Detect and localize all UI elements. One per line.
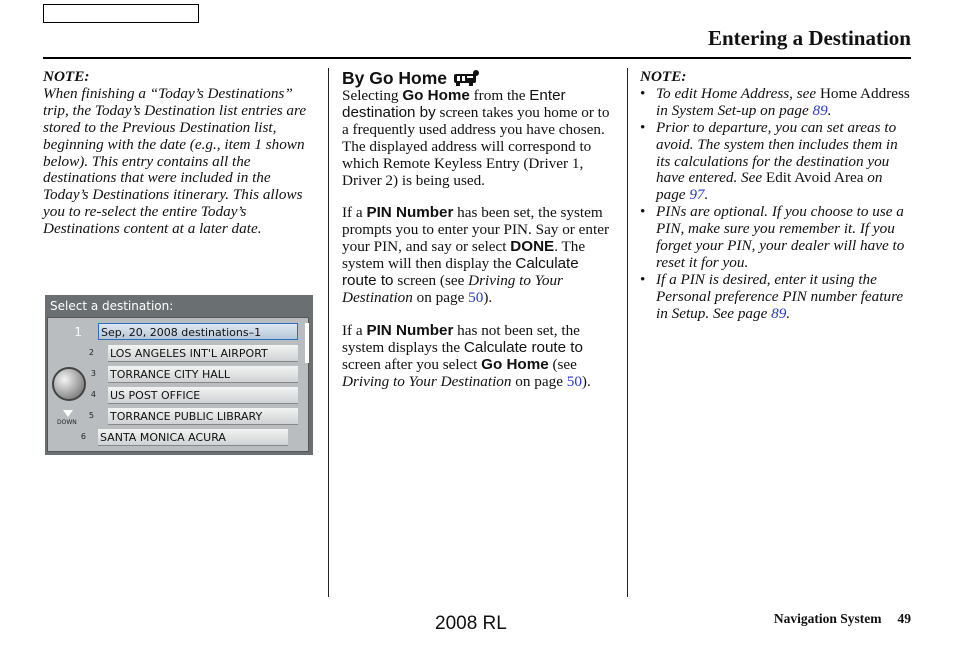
paragraph-go-home: Selecting Go Home from the Enter destination by screen takes you home or to a frequently used address you have chosen. The displayed address will correspond to which Remote Keyless Entry (Driver 1, Driver 2) is being used.	[342, 87, 610, 189]
paragraph-pin-set: If a PIN Number has been set, the system prompts you to enter your PIN. Say or enter your PIN, and say or select DONE. The system will then display the Calculate route to screen (see Driving to Your Destination on page 50).	[342, 204, 609, 306]
middle-column	[342, 68, 614, 407]
joystick-knob-icon	[52, 367, 86, 401]
row-number: 5	[88, 411, 94, 420]
down-label: DOWN	[57, 419, 77, 426]
footer-model: 2008 RL	[435, 613, 507, 634]
destination-row[interactable]: US POST OFFICE	[108, 387, 298, 404]
left-column	[43, 69, 315, 238]
page-link[interactable]: 89	[812, 101, 828, 119]
destination-row[interactable]: TORRANCE CITY HALL	[108, 366, 298, 383]
voice-command-icon	[453, 69, 481, 87]
page-link[interactable]: 50	[468, 288, 484, 306]
list-item: • To edit Home Address, see Home Address in System Set-up on page 89.	[640, 86, 912, 120]
column-divider-left	[328, 68, 329, 597]
page-link[interactable]: 97	[689, 186, 705, 204]
destination-row[interactable]: SANTA MONICA ACURA	[98, 429, 288, 446]
scrollbar[interactable]	[305, 323, 309, 363]
down-arrow-icon	[63, 410, 73, 417]
list-item: • PINs are optional. If you choose to use a PIN, make sure you remember it. If you forget your PIN, your dealer will have to reset it for you.	[640, 204, 912, 272]
list-item: • Prior to departure, you can set areas to avoid. The system then includes them in its calculations for the destination you have entered. See Edit Avoid Area on page 97.	[640, 120, 912, 205]
row-number: 6	[80, 432, 86, 441]
note-list	[640, 86, 912, 323]
screen-panel	[47, 317, 309, 452]
note-heading: NOTE:	[640, 68, 687, 85]
page-number: 49	[897, 611, 911, 626]
column-divider-right	[627, 68, 628, 597]
page-link[interactable]: 89	[771, 304, 787, 322]
footer-section	[774, 611, 911, 627]
right-column	[640, 69, 912, 323]
footer-section-name: Navigation System	[773, 611, 882, 626]
paragraph-pin-not-set: If a PIN Number has not been set, the system displays the Calculate route to screen after you select Go Home (see Driving to Your Destination on page 50).	[342, 321, 591, 390]
row-number: 1	[74, 325, 82, 339]
header-tab-box	[43, 4, 199, 23]
page-title: Entering a Destination	[707, 26, 911, 50]
row-number: 4	[90, 390, 96, 399]
screen-title: Select a destination:	[50, 299, 174, 313]
header-rule	[43, 57, 911, 59]
destination-row[interactable]: TORRANCE PUBLIC LIBRARY	[108, 408, 298, 425]
list-item: • If a PIN is desired, enter it using the Personal preference PIN number feature in Setup. See page 89.	[640, 272, 912, 323]
destination-row-selected[interactable]: Sep, 20, 2008 destinations–1	[98, 323, 298, 340]
note-heading: NOTE:	[43, 68, 90, 85]
navigation-screen	[45, 295, 313, 455]
destination-row[interactable]: LOS ANGELES INT'L AIRPORT	[108, 345, 298, 362]
row-number: 2	[88, 348, 94, 357]
section-heading-text: By Go Home	[342, 68, 448, 88]
section-heading	[342, 68, 614, 88]
page-link[interactable]: 50	[566, 372, 582, 390]
row-number: 3	[90, 369, 96, 378]
note-text: When finishing a “Today’s Destinations” trip, the Today’s Destination list entries are stored to the Previous Destination list, beginning with the date (e.g., item 1 shown below). This entry contains all the destinations that were included in the Today’s Destinations itinerary. This allows you to re-select the entire Today’s Destinations content at a later date.	[43, 84, 307, 238]
